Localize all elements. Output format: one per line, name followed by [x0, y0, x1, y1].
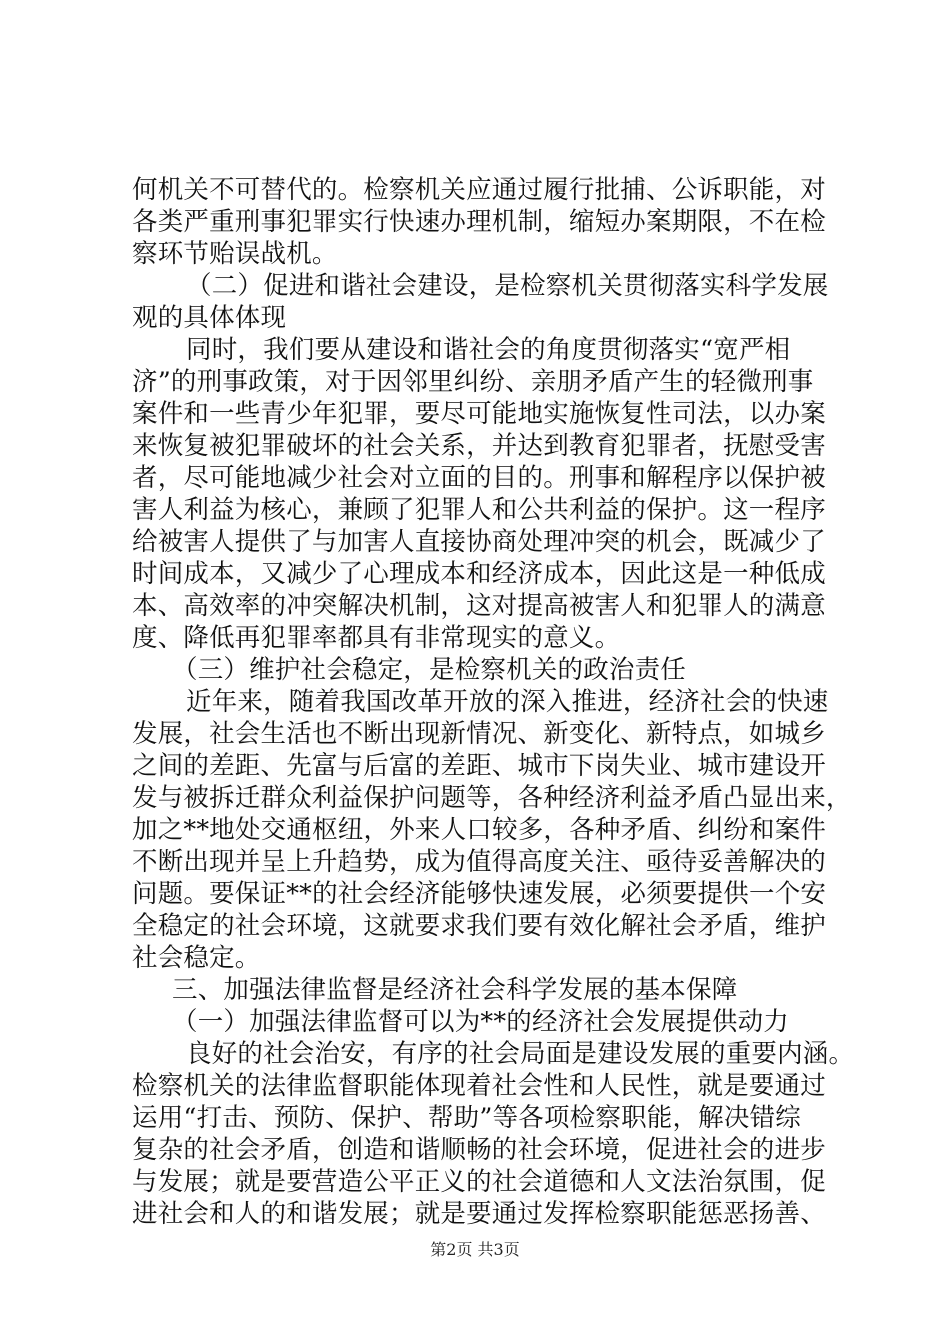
body-text-line: 时间成本，又减少了心理成本和经济成本，因此这是一种低成: [132, 559, 826, 589]
body-text-line: 加之**地处交通枢纽，外来人口较多，各种矛盾、纠纷和案件: [132, 815, 827, 845]
section-heading-line: （三）维护社会稳定，是检察机关的政治责任: [172, 655, 687, 685]
body-text-line: 济”的刑事政策，对于因邻里纠纷、亲朋矛盾产生的轻微刑事: [132, 367, 814, 397]
body-text-line: 察环节贻误战机。: [132, 239, 338, 269]
section-heading-line: 观的具体体现: [132, 303, 287, 333]
body-text-line: 全稳定的社会环境，这就要求我们要有效化解社会矛盾，维护: [132, 911, 826, 941]
body-text-line: 检察机关的法律监督职能体现着社会性和人民性，就是要通过: [132, 1071, 826, 1101]
body-text-line: 复杂的社会矛盾，创造和谐顺畅的社会环境，促进社会的进步: [132, 1135, 826, 1165]
section-heading-line: 三、加强法律监督是经济社会科学发展的基本保障: [172, 975, 738, 1005]
page-number-footer: 第2页 共3页: [430, 1240, 520, 1259]
body-text-line: 近年来，随着我国改革开放的深入推进，经济社会的快速: [186, 687, 829, 717]
body-text-line: 各类严重刑事犯罪实行快速办理机制，缩短办案期限，不在检: [132, 207, 826, 237]
section-heading-line: （二）促进和谐社会建设，是检察机关贯彻落实科学发展: [186, 271, 829, 301]
body-text-line: 不断出现并呈上升趋势，成为值得高度关注、亟待妥善解决的: [132, 847, 826, 877]
body-text-line: 与发展；就是要营造公平正义的社会道德和人文法治氛围，促: [132, 1167, 826, 1197]
body-text-line: 者，尽可能地减少社会对立面的目的。刑事和解程序以保护被: [132, 463, 826, 493]
body-text-line: 给被害人提供了与加害人直接协商处理冲突的机会，既减少了: [132, 527, 826, 557]
body-text-line: 来恢复被犯罪破坏的社会关系，并达到教育犯罪者，抚慰受害: [132, 431, 826, 461]
body-text-line: 社会稳定。: [132, 943, 261, 973]
body-text-line: 度、降低再犯罪率都具有非常现实的意义。: [132, 623, 621, 653]
body-text-line: 同时，我们要从建设和谐社会的角度贯彻落实“宽严相: [186, 335, 791, 365]
body-text-line: 案件和一些青少年犯罪，要尽可能地实施恢复性司法，以办案: [132, 399, 826, 429]
body-text-line: 良好的社会治安，有序的社会局面是建设发展的重要内涵。: [186, 1039, 855, 1069]
body-text-line: 害人利益为核心，兼顾了犯罪人和公共利益的保护。这一程序: [132, 495, 826, 525]
body-text-line: 运用“打击、预防、保护、帮助”等各项检察职能，解决错综: [132, 1103, 801, 1133]
body-text-line: 本、高效率的冲突解决机制，这对提高被害人和犯罪人的满意: [132, 591, 826, 621]
body-text-line: 之间的差距、先富与后富的差距、城市下岗失业、城市建设开: [132, 751, 826, 781]
body-text-line: 问题。要保证**的社会经济能够快速发展，必须要提供一个安: [132, 879, 827, 909]
body-text-line: 何机关不可替代的。检察机关应通过履行批捕、公诉职能，对: [132, 175, 826, 205]
body-text-line: 进社会和人的和谐发展；就是要通过发挥检察职能惩恶扬善、: [132, 1199, 826, 1229]
body-text-line: 发展，社会生活也不断出现新情况、新变化、新特点，如城乡: [132, 719, 826, 749]
body-text-line: 发与被拆迁群众利益保护问题等，各种经济利益矛盾凸显出来，: [132, 783, 852, 813]
section-heading-line: （一）加强法律监督可以为**的经济社会发展提供动力: [172, 1007, 790, 1037]
